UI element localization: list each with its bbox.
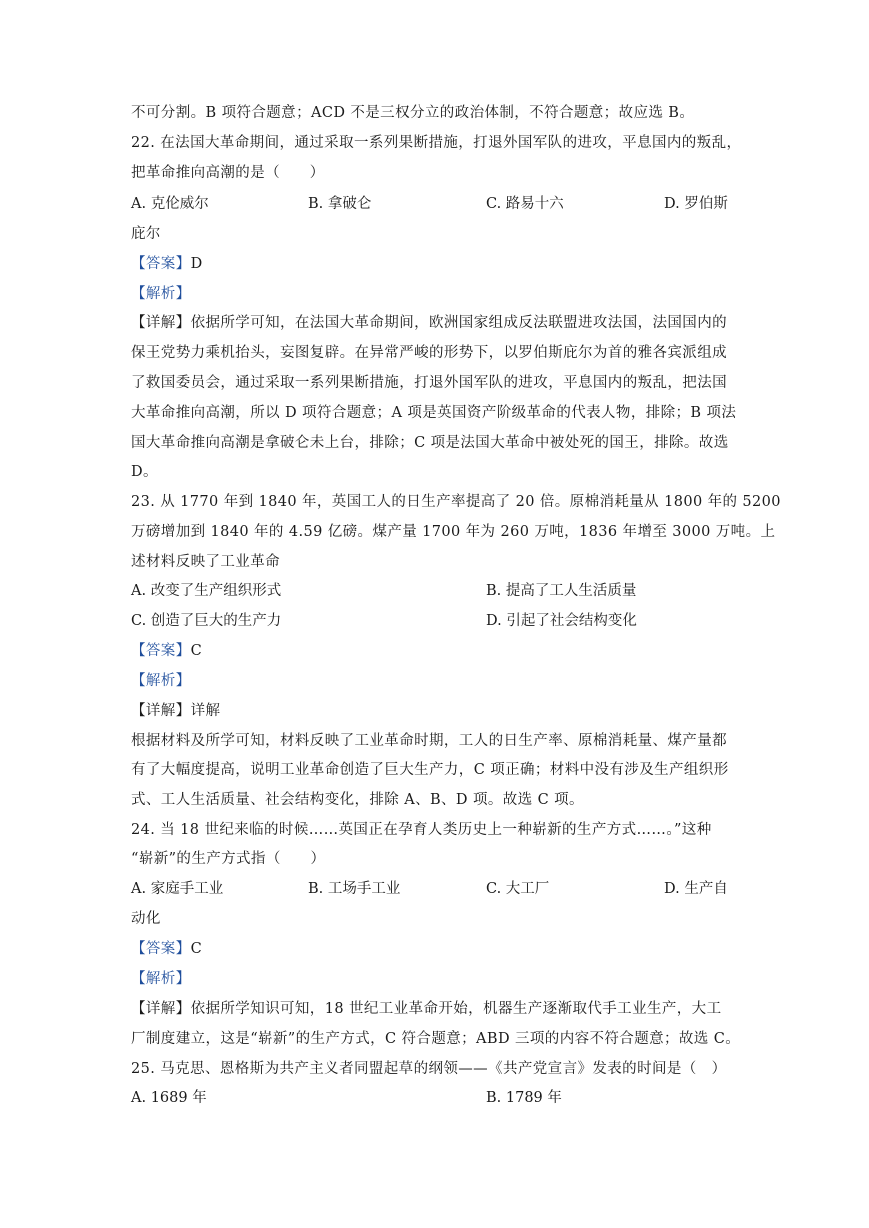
analysis-label: 【解析】 bbox=[131, 971, 191, 987]
detail-text: 根据材料及所学可知，材料反映了工业革命时期，工人的日生产率、原棉消耗量、煤产量都 bbox=[131, 733, 727, 749]
option-a: A. 1689 年 bbox=[131, 1090, 207, 1106]
detail-text: 依据所学知识可知，18 世纪工业革命开始，机器生产逐渐取代手工业生产，大工 bbox=[190, 1001, 722, 1017]
option-b: B. 工场手工业 bbox=[308, 881, 401, 897]
answer-value: D bbox=[190, 256, 203, 272]
option-c: C. 路易十六 bbox=[486, 196, 564, 212]
detail-label: 【详解】 bbox=[131, 315, 191, 331]
option-d-cont: 庇尔 bbox=[131, 226, 161, 242]
detail-text: 有了大幅度提高，说明工业革命创造了巨大生产力，C 项正确；材料中没有涉及生产组织形 bbox=[131, 762, 729, 778]
answer-label: 【答案】 bbox=[131, 256, 191, 272]
option-c: C. 创造了巨大的生产力 bbox=[131, 613, 282, 629]
answer-label: 【答案】 bbox=[131, 643, 191, 659]
question-24-stem-cont: “崭新”的生产方式指（ ） bbox=[131, 851, 326, 867]
option-d: D. 生产自 bbox=[664, 881, 728, 897]
answer-line bbox=[131, 641, 202, 661]
detail-label: 【详解】 bbox=[131, 1001, 191, 1017]
analysis-label: 【解析】 bbox=[131, 673, 191, 689]
answer-label: 【答案】 bbox=[131, 941, 191, 957]
answer-value: C bbox=[190, 643, 203, 659]
question-23-stem-cont: 述材料反映了工业革命 bbox=[131, 554, 280, 570]
detail-line bbox=[131, 999, 721, 1019]
detail-text: 大革命推向高潮，所以 D 项符合题意；A 项是英国资产阶级革命的代表人物，排除；B 项法 bbox=[131, 405, 737, 421]
detail-text: 了救国委员会，通过采取一系列果断措施，打退外国军队的进攻，平息国内的叛乱，把法国 bbox=[131, 375, 727, 391]
detail-line bbox=[131, 701, 220, 721]
question-22-stem: 22. 在法国大革命期间，通过采取一系列果断措施，打退外国军队的进攻，平息国内的叛乱， bbox=[131, 135, 742, 151]
question-22-stem-cont: 把革命推向高潮的是（ ） bbox=[131, 165, 325, 181]
question-23-stem-cont: 万磅增加到 1840 年的 4.59 亿磅。煤产量 1700 年为 260 万吨，1836 年增至 3000 万吨。上 bbox=[131, 524, 776, 540]
option-a: A. 改变了生产组织形式 bbox=[131, 583, 282, 599]
option-c: C. 大工厂 bbox=[486, 881, 550, 897]
detail-text: 保王党势力乘机抬头，妄图复辟。在异常严峻的形势下，以罗伯斯庇尔为首的雅各宾派组成 bbox=[131, 345, 727, 361]
detail-text: 厂制度建立，这是“崭新”的生产方式，C 符合题意；ABD 三项的内容不符合题意；故选 C。 bbox=[131, 1031, 741, 1047]
analysis-label: 【解析】 bbox=[131, 286, 191, 302]
question-23-stem: 23. 从 1770 年到 1840 年，英国工人的日生产率提高了 20 倍。原棉消耗量从 1800 年的 5200 bbox=[131, 494, 781, 510]
detail-text: 国大革命推向高潮是拿破仑未上台，排除；C 项是法国大革命中被处死的国王，排除。故选 bbox=[131, 435, 729, 451]
option-b: B. 提高了工人生活质量 bbox=[486, 583, 637, 599]
option-d-cont: 动化 bbox=[131, 911, 161, 927]
detail-text: 依据所学可知，在法国大革命期间，欧洲国家组成反法联盟进攻法国，法国国内的 bbox=[190, 315, 728, 331]
option-a: A. 家庭手工业 bbox=[131, 881, 224, 897]
option-d: D. 引起了社会结构变化 bbox=[486, 613, 637, 629]
question-24-stem: 24. 当 18 世纪来临的时候……英国正在孕育人类历史上一种崭新的生产方式……。”这种 bbox=[131, 822, 712, 838]
detail-label: 【详解】 bbox=[131, 703, 191, 719]
option-b: B. 拿破仑 bbox=[308, 196, 372, 212]
detail-text: 式、工人生活质量、社会结构变化，排除 A、B、D 项。故选 C 项。 bbox=[131, 792, 584, 808]
question-25-stem: 25. 马克思、恩格斯为共产主义者同盟起草的纲领——《共产党宣言》发表的时间是（ ） bbox=[131, 1061, 727, 1077]
detail-line bbox=[131, 313, 727, 333]
answer-value: C bbox=[190, 941, 203, 957]
option-b: B. 1789 年 bbox=[486, 1090, 562, 1106]
answer-line bbox=[131, 939, 202, 959]
detail-text: D。 bbox=[131, 464, 158, 480]
option-a: A. 克伦威尔 bbox=[131, 196, 209, 212]
option-d: D. 罗伯斯 bbox=[664, 196, 728, 212]
answer-line bbox=[131, 254, 203, 274]
detail-text: 详解 bbox=[190, 703, 221, 719]
text-line: 不可分割。B 项符合题意；ACD 不是三权分立的政治体制，不符合题意；故应选 B。 bbox=[131, 105, 695, 121]
